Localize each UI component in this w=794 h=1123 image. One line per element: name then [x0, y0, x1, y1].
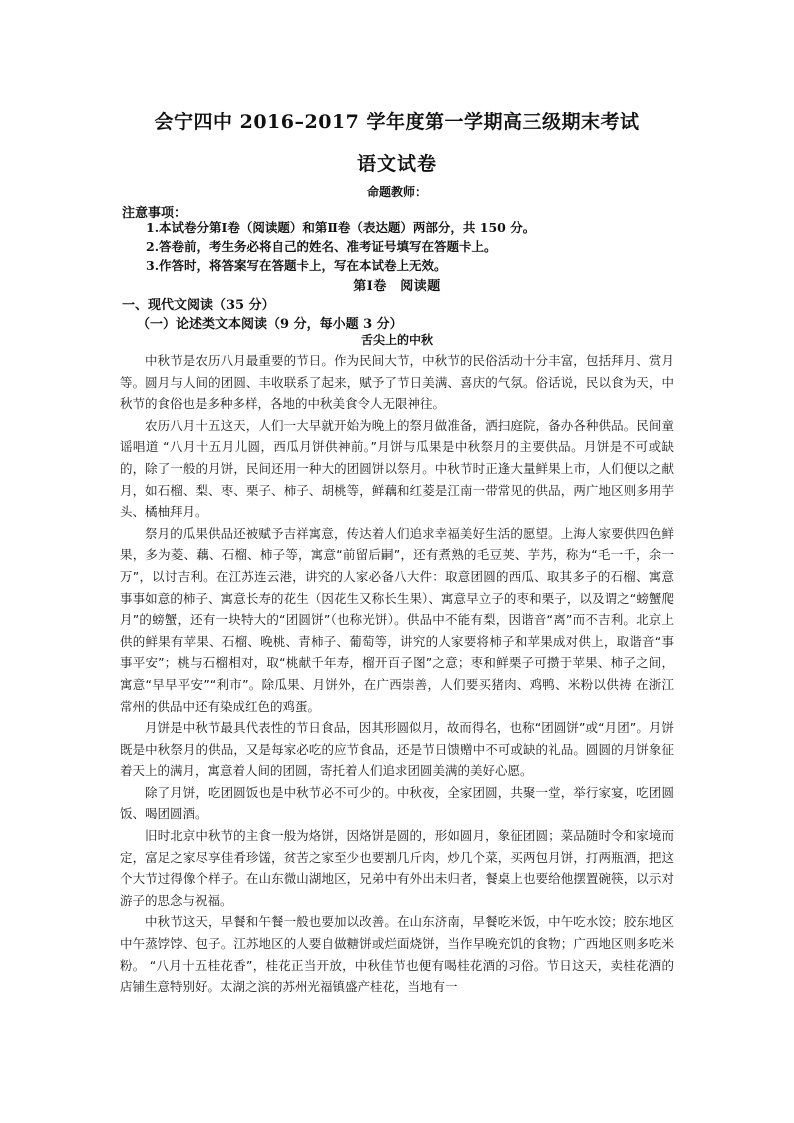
note-item: 2.答卷前，考生务必将自己的姓名、准考证号填写在答题卡上。 — [146, 239, 497, 254]
part-title: 第Ⅰ卷 阅读题 — [353, 279, 441, 294]
section-heading: 一、现代文阅读（35 分） — [122, 298, 275, 313]
paragraph: 旧时北京中秋节的主食一般为烙饼，因烙饼是圆的，形如圆月，象征团圆；菜品随时令和家境而定，富足之家尽享佳肴珍馐，贫苦之家至少也要割几斤肉，炒几个菜，买两包月饼，打两瓶酒，把这个大节过得像个样子。在山东微山湖地区，兄弟中有外出未归者，餐桌上也要给他摆置碗筷，以示对游子的思念与祝福。 — [120, 828, 674, 908]
notes-list — [146, 218, 535, 275]
paragraph: 农历八月十五这天，人们一大早就开始为晚上的祭月做准备，洒扫庭院，备办各种供品。民间童谣唱道 “八月十五月儿圆，西瓜月饼供神前。”月饼与瓜果是中秋祭月的主要供品。月饼是不可或缺的，除了一般的月饼，民间还用一种大的团圆饼以祭月。中秋节时正逢大量鲜果上市，人们便以之献月，如石榴、梨、枣、栗子、柿子、胡桃等，鲜藕和红菱是江南一带常见的供品，两广地区则多用芋头、橘柚拜月。 — [120, 417, 674, 520]
exam-subtitle: 语文试卷 — [356, 153, 437, 175]
paragraph: 除了月饼，吃团圆饭也是中秋节必不可少的。中秋夜，全家团圆，共聚一堂，举行家宴，吃团圆饭、喝团圆酒。 — [120, 784, 674, 822]
author-line: 命题教师： — [366, 185, 427, 199]
subsection-heading: （一）论述类文本阅读（9 分，每小题 3 分） — [137, 317, 403, 332]
article-body — [120, 350, 674, 998]
paragraph: 中秋节是农历八月最重要的节日。作为民间大节，中秋节的民俗活动十分丰富，包括拜月、赏月等。圆月与人间的团圆、丰收联系了起来，赋予了节日美满、喜庆的气氛。俗话说，民以食为天，中秋节的食俗也是多种多样，各地的中秋美食令人无限神往。 — [120, 353, 674, 412]
article-title: 舌尖上的中秋 — [360, 333, 433, 347]
paragraph: 月饼是中秋节最具代表性的节日食品，因其形圆似月，故而得名，也称“团圆饼”或“月团”。月饼既是中秋祭月的供品，又是每家必吃的应节食品，还是节日馈赠中不可或缺的礼品。圆圆的月饼象征着天上的满月，寓意着人间的团圆，寄托着人们追求团圆美满的美好心愿。 — [120, 720, 674, 779]
note-item: 1.本试卷分第Ⅰ卷（阅读题）和第Ⅱ卷（表达题）两部分，共 150 分。 — [146, 220, 536, 235]
notes-heading: 注意事项： — [122, 206, 188, 221]
note-item: 3.作答时，将答案写在答题卡上，写在本试卷上无效。 — [146, 258, 447, 273]
paragraph: 祭月的瓜果供品还被赋予吉祥寓意，传达着人们追求幸福美好生活的愿望。上海人家要供四色鲜果，多为菱、藕、石榴、柿子等，寓意“前留后嗣”，还有煮熟的毛豆荚、芋艿，称为“毛一千，余一万”，以讨吉利。在江苏连云港，讲究的人家必备八大件：取意团圆的西瓜、取其多子的石榴、寓意事事如意的柿子、寓意长寿的花生（因花生又称长生果）、寓意早立子的枣和栗子，以及谓之“螃蟹爬月”的螃蟹，还有一块特大的“团圆饼”（也称光饼）。供品中不能有梨，因谐音“离”而不吉利。北京上供的鲜果有苹果、石榴、晚桃、青柿子、葡萄等，讲究的人家要将柿子和苹果成对供上，取谐音“事事平安”；桃与石榴相对，取“桃献千年寿，榴开百子图”之意；枣和鲜栗子可攒于苹果、柿子之间，寓意“早早平安”“利市”。除瓜果、月饼外，在广西崇善，人们要买猪肉、鸡鸭、米粉以供祷 在浙江常州的供品中还有染成红色的鸡蛋。 — [120, 525, 674, 714]
paragraph: 中秋节这天，早餐和午餐一般也要加以改善。在山东济南，早餐吃米饭，中午吃水饺；胶东地区中午蒸饽饽、包子。江苏地区的人要自做糖饼或烂面烧饼，当作早晚充饥的食物；广西地区则多吃米粉。 “八月十五桂花香”，桂花正当开放，中秋佳节也便有喝桂花酒的习俗。节日这天，卖桂花酒的店铺生意特别好。太湖之滨的苏州光福镇盛产桂花，当地有一 — [120, 914, 674, 995]
exam-title: 会宁四中 2016–2017 学年度第一学期高三级期末考试 — [154, 111, 640, 133]
